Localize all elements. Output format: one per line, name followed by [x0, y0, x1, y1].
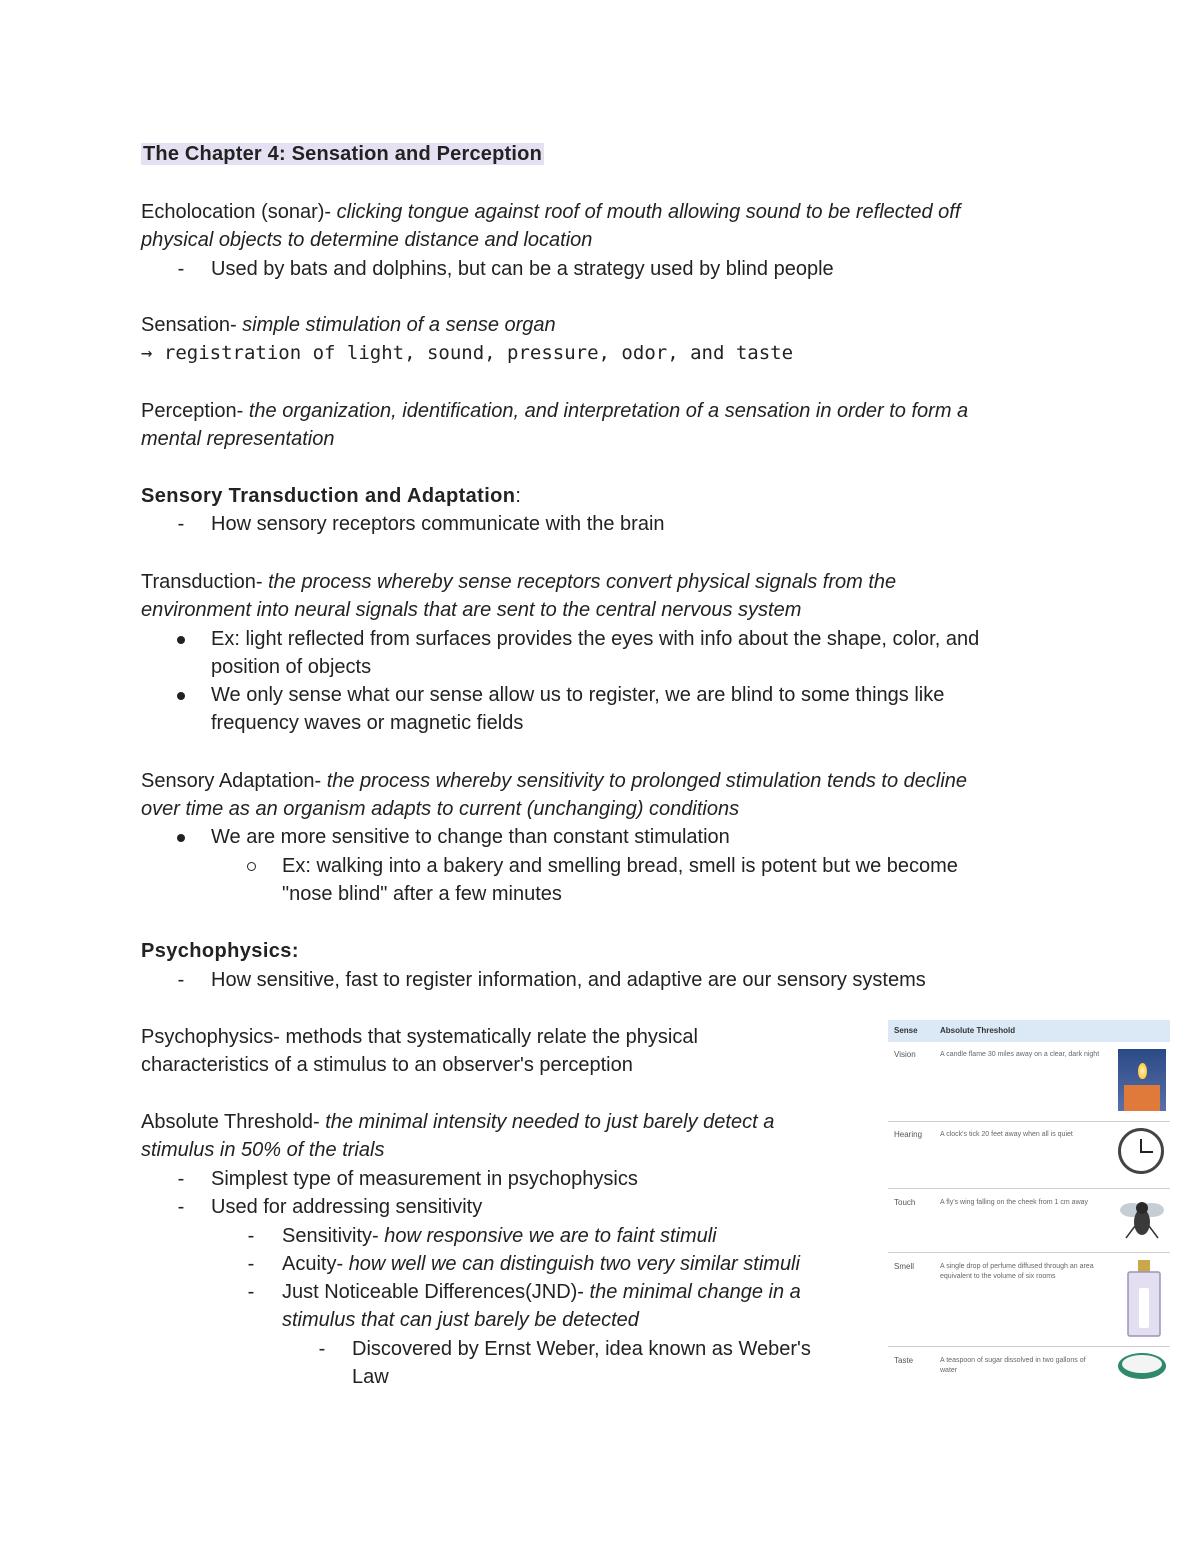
perception-definition: Perception- the organization, identification, and interpretation of a sensation in order to form a: [141, 400, 969, 422]
table-header-threshold: Absolute Threshold: [940, 1026, 1016, 1035]
echolocation-bullet: - Used by bats and dolphins, but can be a strategy used by blind people: [171, 255, 834, 283]
table-row-desc: A single drop of perfume diffused through an area equivalent to the volume of six rooms: [940, 1263, 1094, 1280]
section-heading-psychophysics: Psychophysics:: [141, 940, 299, 962]
transduction-bullet-2-cont: frequency waves or magnetic fields: [211, 712, 524, 734]
candle-icon: [1118, 1049, 1166, 1111]
absolute-threshold-definition: Absolute Threshold- the minimal intensity needed to just barely detect a: [141, 1111, 775, 1133]
weber-item: - Discovered by Ernst Weber, idea known as Weber's: [312, 1335, 811, 1363]
sensitivity-item: - Sensitivity- how responsive we are to faint stimuli: [241, 1222, 717, 1250]
psychophysics-section-bullet: - How sensitive, fast to register information, and adaptive are our sensory systems: [171, 966, 926, 994]
transduction-bullet-1: Ex: light reflected from surfaces provides the eyes with info about the shape, color, and: [171, 625, 979, 653]
sensation-definition: Sensation- simple stimulation of a sense organ: [141, 314, 556, 336]
psychophysics-definition-cont: characteristics of a stimulus to an observer's perception: [141, 1054, 633, 1076]
absolute-bullet-2: - Used for addressing sensitivity: [171, 1193, 482, 1221]
adaptation-definition-cont: over time as an organism adapts to current (unchanging) conditions: [141, 798, 740, 820]
table-header: [888, 1020, 1170, 1042]
adaptation-sub-bullet-cont: "nose blind" after a few minutes: [282, 883, 562, 905]
echolocation-definition-cont: physical objects to determine distance and location: [141, 229, 593, 251]
sensation-registration: → registration of light, sound, pressure, odor, and taste: [141, 342, 794, 364]
clock-icon: [1118, 1128, 1164, 1174]
section-heading-transduction: Sensory Transduction and Adaptation:: [141, 485, 521, 507]
absolute-threshold-table-figure: [888, 1020, 1170, 1386]
table-row-sense: Taste: [894, 1356, 914, 1365]
table-row-sense: Touch: [894, 1198, 916, 1207]
echolocation-definition: Echolocation (sonar)- clicking tongue against roof of mouth allowing sound to be reflected off: [141, 201, 961, 223]
table-row-desc: A teaspoon of sugar dissolved in two gallons of water: [940, 1357, 1086, 1374]
adaptation-sub-bullet: Ex: walking into a bakery and smelling bread, smell is potent but we become: [241, 852, 958, 880]
weber-item-cont: Law: [352, 1366, 389, 1388]
transduction-bullet-2: We only sense what our sense allow us to register, we are blind to some things like: [171, 681, 944, 709]
table-header-sense: Sense: [894, 1026, 918, 1035]
transduction-section-bullet: - How sensory receptors communicate with the brain: [171, 510, 665, 538]
acuity-item: - Acuity- how well we can distinguish two very similar stimuli: [241, 1250, 800, 1278]
transduction-definition-cont: environment into neural signals that are sent to the central nervous system: [141, 599, 802, 621]
perception-definition-cont: mental representation: [141, 428, 335, 450]
sugar-bowl-icon: [1116, 1350, 1168, 1382]
table-row-desc: A clock's tick 20 feet away when all is quiet: [940, 1131, 1073, 1138]
table-row-sense: Smell: [894, 1262, 915, 1271]
absolute-threshold-definition-cont: stimulus in 50% of the trials: [141, 1139, 385, 1161]
psychophysics-definition: Psychophysics- methods that systematically relate the physical: [141, 1026, 698, 1048]
table-row-desc: A candle flame 30 miles away on a clear, dark night: [940, 1051, 1100, 1058]
table-row-sense: Hearing: [894, 1130, 923, 1139]
table-row-sense: Vision: [894, 1050, 916, 1059]
fly-icon: [1118, 1196, 1166, 1242]
adaptation-bullet: We are more sensitive to change than constant stimulation: [171, 823, 730, 851]
absolute-bullet-1: - Simplest type of measurement in psychophysics: [171, 1165, 638, 1193]
transduction-definition: Transduction- the process whereby sense receptors convert physical signals from the: [141, 571, 897, 593]
adaptation-definition: Sensory Adaptation- the process whereby sensitivity to prolonged stimulation tends to decline: [141, 770, 968, 792]
perfume-bottle-icon: [1126, 1258, 1162, 1338]
jnd-item-cont: stimulus that can just barely be detected: [282, 1309, 639, 1331]
jnd-item: - Just Noticeable Differences(JND)- the minimal change in a: [241, 1278, 801, 1306]
page-title: The Chapter 4: Sensation and Perception: [143, 143, 542, 165]
transduction-bullet-1-cont: position of objects: [211, 656, 372, 678]
table-row-desc: A fly's wing falling on the cheek from 1 cm away: [940, 1199, 1089, 1206]
